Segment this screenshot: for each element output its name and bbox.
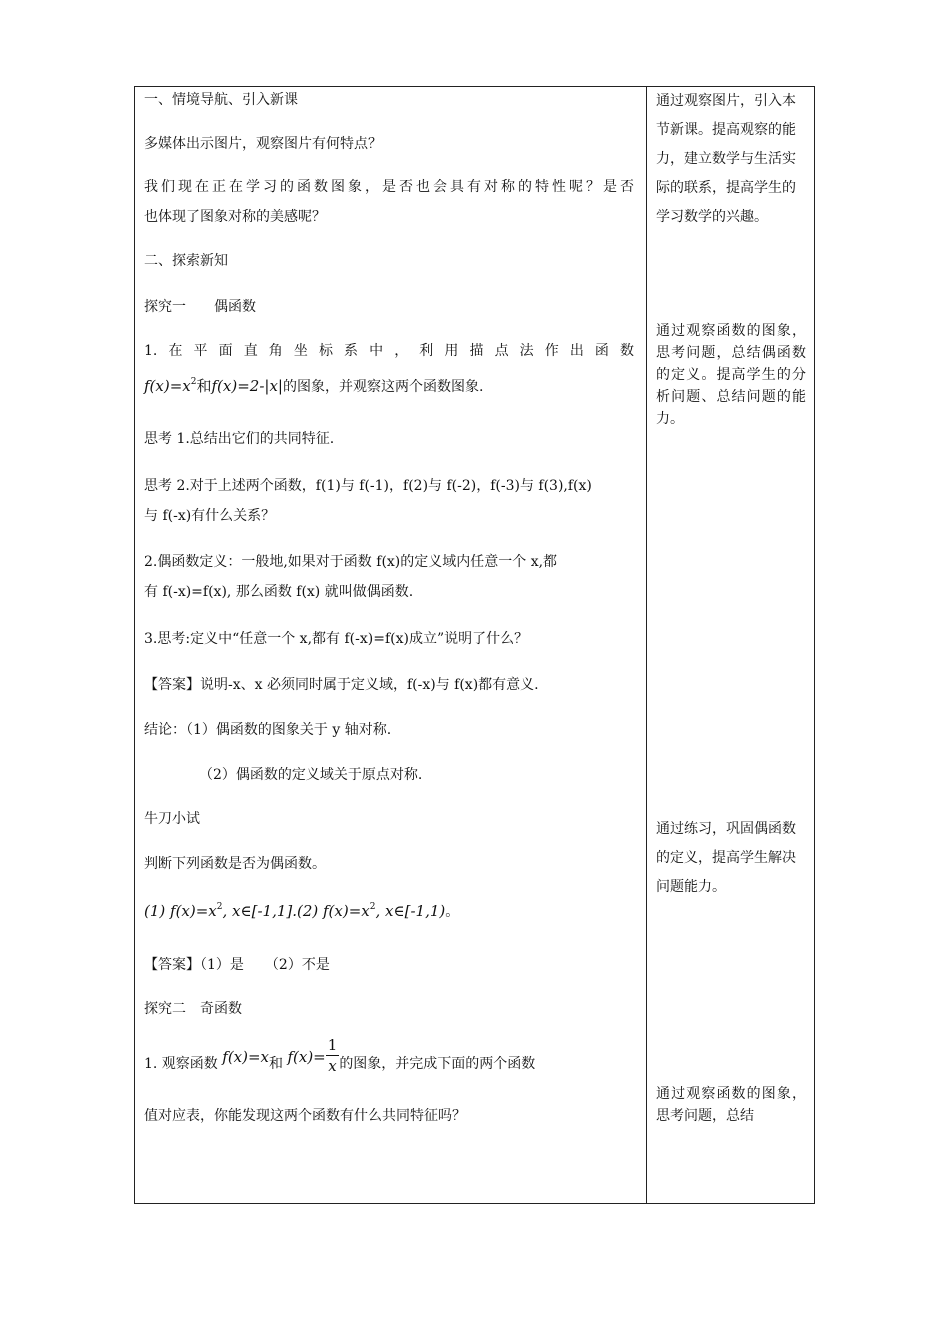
design-note-1: 通过观察图片，引入本节新课。提高观察的能力，建立数学与生活实际的联系，提高学生的学习数学的兴趣。	[656, 93, 796, 225]
paragraph: 思考 2.对于上述两个函数，f(1)与 f(-1)，f(2)与 f(-2)，f(-3)与 f(3),f(x)	[144, 478, 592, 494]
formula-line	[144, 902, 459, 921]
formula: f(x)=x	[222, 1048, 270, 1066]
conjunction: 和	[269, 1056, 284, 1072]
formula: f(x)=2-|x|	[211, 377, 283, 395]
paragraph: 多媒体出示图片，观察图片有何特点？	[144, 136, 382, 152]
subsection-heading-even: 探究一 偶函数	[144, 299, 256, 315]
conjunction: 和	[196, 377, 212, 395]
paragraph-text: 1. 观察函数	[144, 1056, 218, 1072]
section-heading-explore: 二、探索新知	[144, 253, 228, 269]
answer-paragraph: 【答案】（1）是 （2）不是	[144, 957, 330, 973]
paragraph: 我们现在正在学习的函数图象，是否也会具有对称的特性呢？是否	[144, 179, 634, 195]
answer-paragraph: 【答案】说明-x、x 必须同时属于定义域，f(-x)与 f(x)都有意义.	[144, 677, 539, 693]
fraction-numerator: 1	[327, 1035, 338, 1054]
formula: f(x)=	[287, 1048, 326, 1066]
paragraph: 与 f(-x)有什么关系？	[144, 508, 276, 524]
exponent: 2	[216, 902, 223, 912]
paragraph: 判断下列函数是否为偶函数。	[144, 856, 326, 872]
paragraph: 1.在平面直角坐标系中，利用描点法作出函数	[144, 343, 634, 359]
teaching-content-column	[135, 87, 646, 1203]
formula: (1) f(x)=x	[144, 902, 217, 920]
subsection-heading-practice: 牛刀小试	[144, 811, 200, 827]
design-note-3: 通过练习，巩固偶函数的定义，提高学生解决问题能力。	[656, 821, 796, 895]
paragraph: 3.思考:定义中“任意一个 x,都有 f(-x)=f(x)成立”说明了什么？	[144, 631, 529, 647]
paragraph: 值对应表，你能发现这两个函数有什么共同特征吗？	[144, 1108, 466, 1124]
design-note-4: 通过观察函数的图象，思考问题，总结	[656, 1086, 806, 1124]
formula-line	[144, 1035, 536, 1076]
paragraph: 思考 1.总结出它们的共同特征.	[144, 431, 335, 447]
formula-line	[144, 377, 483, 396]
design-intent-column	[647, 87, 815, 1203]
paragraph-text: 的图象，并观察这两个函数图象.	[282, 379, 484, 395]
paragraph-text: 的图象，并完成下面的两个函数	[339, 1056, 536, 1072]
exponent: 2	[369, 902, 376, 912]
section-heading-intro: 一、情境导航、引入新课	[144, 92, 298, 108]
paragraph: 也体现了图象对称的美感呢？	[144, 209, 326, 225]
formula: , x∈[-1,1)	[375, 902, 446, 920]
design-note-2: 通过观察函数的图象，思考问题，总结偶函数的定义。提高学生的分析问题、总结问题的能力。	[656, 323, 806, 427]
exponent: 2	[190, 377, 197, 387]
punctuation: 。	[445, 904, 460, 920]
fraction-denominator: x	[328, 1056, 337, 1075]
paragraph: 2.偶函数定义：一般地,如果对于函数 f(x)的定义域内任意一个 x,都	[144, 554, 558, 570]
formula: f(x)=x	[144, 377, 191, 395]
conclusion-2: （2）偶函数的定义域关于原点对称.	[199, 767, 423, 783]
fraction	[326, 1035, 340, 1076]
subsection-heading-odd: 探究二 奇函数	[144, 1001, 242, 1017]
lesson-table	[134, 86, 815, 1204]
paragraph: 有 f(-x)=f(x), 那么函数 f(x) 就叫做偶函数.	[144, 584, 414, 600]
formula: , x∈[-1,1].(2) f(x)=x	[222, 902, 370, 920]
conclusion-1: 结论：（1）偶函数的图象关于 y 轴对称.	[144, 722, 392, 738]
